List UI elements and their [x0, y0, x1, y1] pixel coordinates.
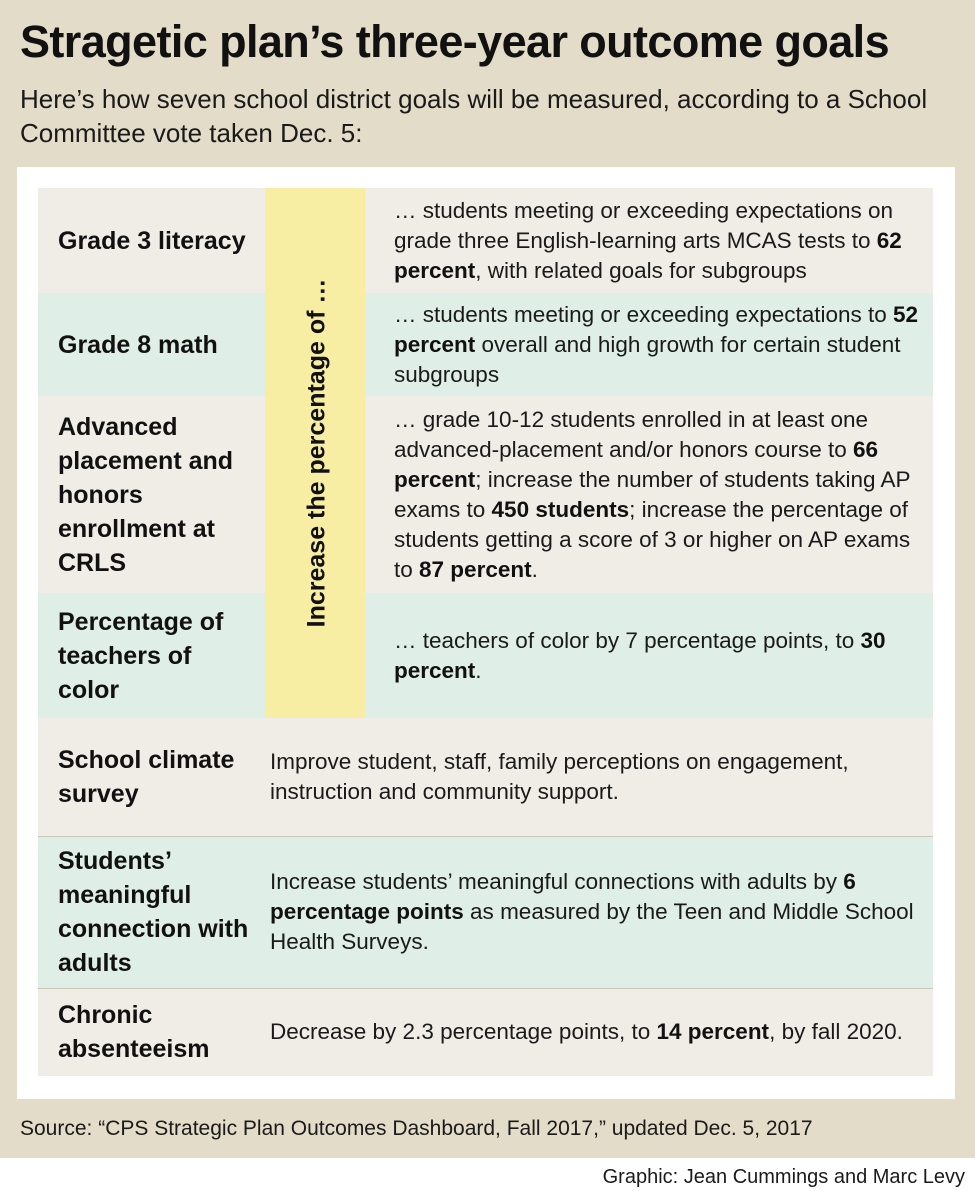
- goal-description-text: [394, 626, 919, 686]
- goal-description: [394, 293, 919, 396]
- goal-target-value: 87 percent: [419, 556, 532, 582]
- goal-text: … students meeting or exceeding expectations on grade three English-learning arts MCAS tests to: [394, 197, 894, 253]
- goal-target-value: 14 percent: [656, 1019, 770, 1044]
- goal-text: Improve student, staff, family perceptions on engagement, instruction and community support.: [270, 749, 849, 804]
- goal-row-advanced-placement: [38, 396, 933, 593]
- goal-label: Students’ meaningful connection with adults: [58, 847, 249, 977]
- goal-description: [270, 836, 919, 988]
- goal-text: ; increase the percentage of students getting a score of 3 or higher on AP exams to: [394, 496, 911, 582]
- goal-text: Decrease by 2.3 percentage points, to: [270, 1019, 657, 1044]
- goal-row-grade3-literacy: [38, 188, 933, 293]
- graphic-subtitle: Here’s how seven school district goals will be measured, according to a School Committee vote taken Dec. 5:: [20, 84, 928, 148]
- band-label: Increase the percentage of …: [302, 278, 331, 628]
- goal-description: [394, 396, 919, 593]
- goal-description-text: [394, 300, 919, 390]
- row-divider: [38, 988, 933, 989]
- goal-target-value: 450 students: [491, 496, 630, 522]
- goal-description-text: [270, 1017, 903, 1047]
- goal-text: ; increase the number of students taking AP exams to: [394, 466, 911, 522]
- goal-text: .: [531, 556, 538, 582]
- goal-description-text: [270, 867, 919, 957]
- goal-text: overall and high growth for certain student subgroups: [394, 331, 901, 387]
- goal-label: Advanced placement and honors enrollment at CRLS: [58, 412, 234, 577]
- goal-row-teachers-of-color: [38, 593, 933, 718]
- goal-label: Grade 8 math: [58, 330, 218, 359]
- goal-row-grade8-math: [38, 293, 933, 396]
- goal-target-value: 6 percentage points: [270, 869, 856, 924]
- goal-description-text: [394, 405, 919, 585]
- goal-target-value: 30 percent: [394, 627, 886, 683]
- goal-text: … teachers of color by 7 percentage points, to: [394, 627, 861, 653]
- goal-text: as measured by the Teen and Middle School Health Surveys.: [270, 899, 914, 954]
- goal-target-value: 52 percent: [394, 301, 919, 357]
- goal-description: [270, 988, 919, 1076]
- goal-text: .: [475, 657, 482, 683]
- goal-label: Chronic absenteeism: [58, 1001, 210, 1063]
- row-divider: [38, 836, 933, 837]
- goal-target-value: 62 percent: [394, 227, 902, 283]
- goal-text: Increase students’ meaningful connections with adults by: [270, 869, 844, 894]
- goal-label: Percentage of teachers of color: [58, 607, 224, 704]
- goal-text: … grade 10-12 students enrolled in at least one advanced-placement and/or honors course to: [394, 406, 869, 462]
- goal-label: School climate survey: [58, 746, 235, 808]
- goal-description: [394, 188, 919, 293]
- goal-row-chronic-absenteeism: [38, 988, 933, 1076]
- goal-text: , by fall 2020.: [769, 1019, 903, 1044]
- goal-target-value: 66 percent: [394, 436, 879, 492]
- graphic-credit: Graphic: Jean Cummings and Marc Levy: [602, 1166, 965, 1188]
- goal-description-text: [394, 196, 919, 286]
- goal-description: [394, 593, 919, 718]
- goal-row-school-climate: [38, 718, 933, 836]
- graphic-title: Stragetic plan’s three-year outcome goals: [20, 16, 890, 67]
- goal-text: … students meeting or exceeding expectations to: [394, 301, 894, 327]
- goal-label: Grade 3 literacy: [58, 226, 246, 255]
- source-note: Source: “CPS Strategic Plan Outcomes Dashboard, Fall 2017,” updated Dec. 5, 2017: [20, 1117, 813, 1140]
- goal-description-text: [270, 747, 919, 807]
- goal-text: , with related goals for subgroups: [475, 257, 807, 283]
- goal-row-meaningful-connection: [38, 836, 933, 988]
- goal-description: [270, 718, 919, 836]
